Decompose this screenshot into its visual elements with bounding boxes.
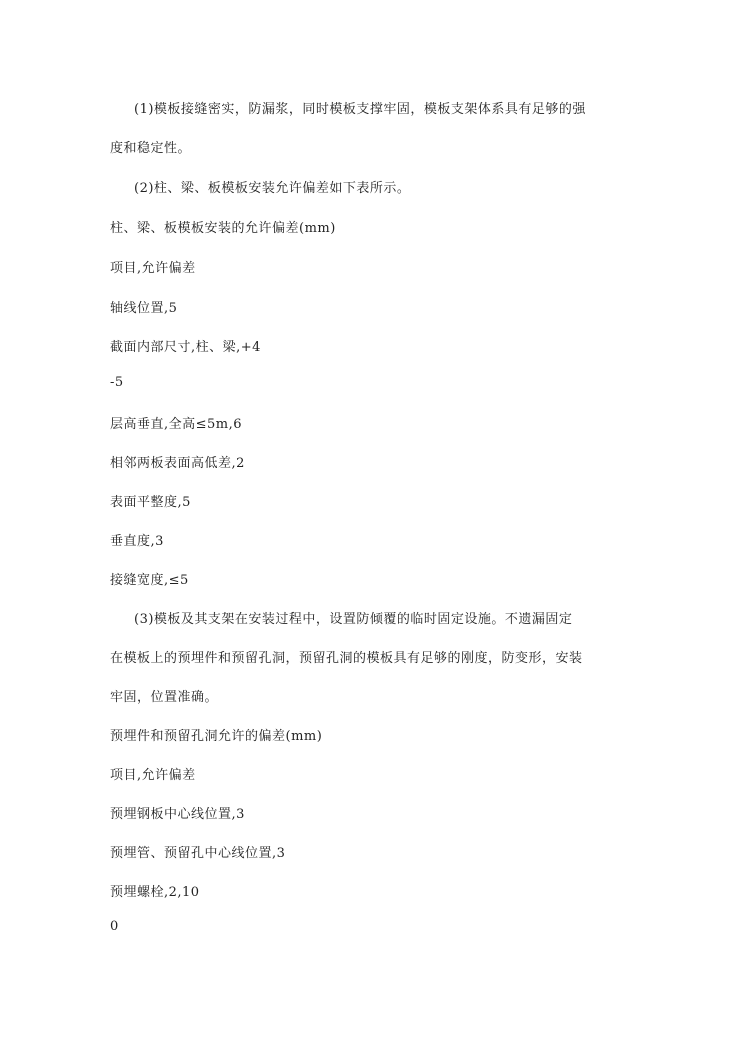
paragraph-2: (2)柱、梁、板模板安装允许偏差如下表所示。 bbox=[134, 181, 411, 196]
table-1-row: 截面内部尺寸,柱、梁,+4 bbox=[110, 340, 261, 355]
table-1-row: 表面平整度,5 bbox=[110, 495, 191, 510]
table-2-row: 预埋管、预留孔中心线位置,3 bbox=[110, 846, 286, 861]
table-2-header: 项目,允许偏差 bbox=[110, 768, 196, 783]
paragraph-3-line-3: 牢固，位置准确。 bbox=[110, 690, 219, 705]
table-2-row: 0 bbox=[110, 919, 119, 934]
table-1-row: 接缝宽度,≤5 bbox=[110, 573, 189, 588]
table-1-row: 垂直度,3 bbox=[110, 534, 164, 549]
paragraph-1-line-1: (1)模板接缝密实，防漏浆，同时模板支撑牢固，模板支架体系具有足够的强 bbox=[134, 102, 586, 117]
paragraph-1-line-2: 度和稳定性。 bbox=[110, 141, 192, 156]
table-1-header: 项目,允许偏差 bbox=[110, 261, 196, 276]
table-1-title: 柱、梁、板模板安装的允许偏差(mm) bbox=[110, 221, 336, 236]
table-1-row: 层高垂直,全高≤5m,6 bbox=[110, 417, 243, 432]
paragraph-3-line-2: 在模板上的预埋件和预留孔洞，预留孔洞的模板具有足够的刚度，防变形，安装 bbox=[110, 651, 583, 666]
paragraph-3-line-1: (3)模板及其支架在安装过程中，设置防倾覆的临时固定设施。不遗漏固定 bbox=[134, 612, 573, 627]
table-1-row: -5 bbox=[110, 375, 124, 390]
table-2-row: 预埋钢板中心线位置,3 bbox=[110, 807, 245, 822]
table-1-row: 相邻两板表面高低差,2 bbox=[110, 456, 245, 471]
table-2-title: 预埋件和预留孔洞允许的偏差(mm) bbox=[110, 729, 323, 744]
table-1-row: 轴线位置,5 bbox=[110, 301, 178, 316]
table-2-row: 预埋螺栓,2,10 bbox=[110, 885, 200, 900]
